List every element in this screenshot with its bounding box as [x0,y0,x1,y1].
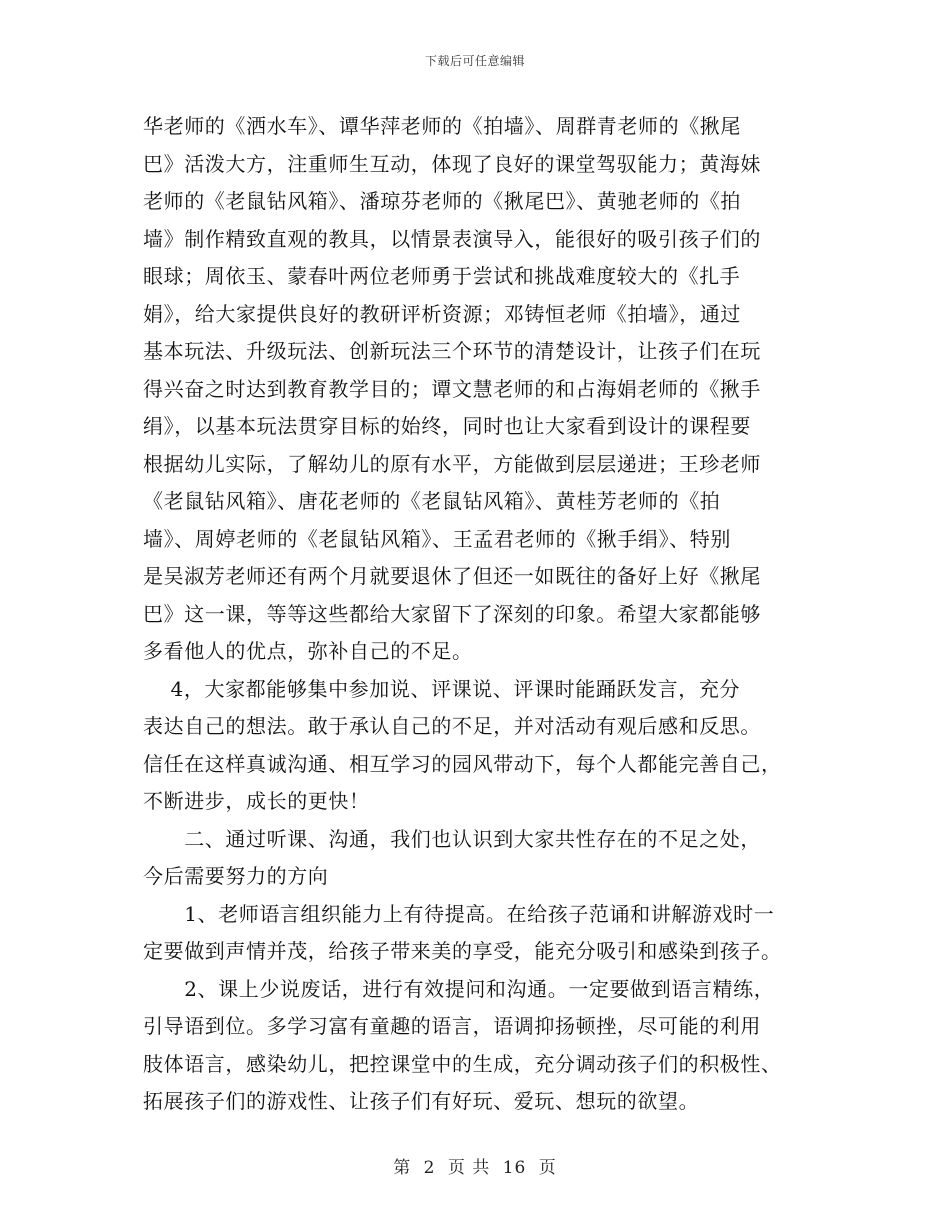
text-line: 4，大家都能够集中参加说、评课说、评课时能踊跃发言，充分 [143,676,741,701]
text-line: 墙》制作精致直观的教具，以情景表演导入，能很好的吸引孩子们的 [143,226,761,251]
text-line: 老师的《老鼠钻风箱》、潘琼芬老师的《揪尾巴》、黄驰老师的《拍 [143,189,741,213]
text-line: 绢》，以基本玩法贯穿目标的始终，同时也让大家看到设计的课程要 [143,414,751,438]
text-line: 华老师的《洒水车》、谭华萍老师的《拍墙》、周群青老师的《揪尾 [143,114,741,138]
text-line: 是吴淑芳老师还有两个月就要退休了但还一如既往的备好上好《揪尾 [143,564,761,588]
text-line: 《老鼠钻风箱》、唐花老师的《老鼠钻风箱》、黄桂芳老师的《拍 [143,489,721,513]
text-line: 引导语到位。多学习富有童趣的语言，语调抑扬顿挫，尽可能的利用 [143,1014,761,1038]
footer-total-pages: 16 [502,1158,527,1178]
text-line: 2、课上少说废话，进行有效提问和沟通。一定要做到语言精练， [143,976,775,1001]
text-line: 多看他人的优点，弥补自己的不足。 [143,639,473,663]
text-line: 定要做到声情并茂，给孩子带来美的享受，能充分吸引和感染到孩子。 [143,939,782,963]
text-line: 今后需要努力的方向 [143,864,329,888]
text-line: 眼球；周依玉、蒙春叶两位老师勇于尝试和挑战难度较大的《扎手 [143,264,741,288]
text-line: 信任在这样真诚沟通、相互学习的园风带动下，每个人都能完善自己， [143,751,782,776]
text-line: 肢体语言，感染幼儿，把控课堂中的生成，充分调动孩子们的积极性、 [143,1051,782,1076]
footer-middle: 页 共 [447,1158,491,1178]
body-text [143,108,803,1121]
page-footer [0,1153,950,1178]
text-line: 基本玩法、升级玩法、创新玩法三个环节的清楚设计，让孩子们在玩 [143,339,761,363]
text-line: 巴》活泼大方，注重师生互动，体现了良好的课堂驾驭能力；黄海妹 [143,151,761,176]
footer-page-number: 2 [423,1158,436,1178]
footer-suffix: 页 [538,1158,557,1178]
text-line: 根据幼儿实际，了解幼儿的原有水平，方能做到层层递进；王珍老师 [143,451,761,476]
text-line: 得兴奋之时达到教育教学目的；谭文慧老师的和占海娟老师的《揪手 [143,376,761,401]
text-line: 巴》这一课，等等这些都给大家留下了深刻的印象。希望大家都能够 [143,601,761,626]
footer-prefix: 第 [393,1158,412,1178]
text-line: 不断进步，成长的更快！ [143,789,370,813]
text-line: 二、通过听课、沟通，我们也认识到大家共性存在的不足之处， [143,826,761,851]
text-line: 娟》，给大家提供良好的教研评析资源；邓铸恒老师《拍墙》，通过 [143,301,741,326]
text-line: 1、老师语言组织能力上有待提高。在给孩子范诵和讲解游戏时一 [143,901,775,926]
text-line: 墙》、周婷老师的《老鼠钻风箱》、王孟君老师的《揪手绢》、特别 [143,526,731,551]
page-header: 下载后可任意编辑 [424,54,525,68]
text-line: 拓展孩子们的游戏性、让孩子们有好玩、爱玩、想玩的欲望。 [143,1089,700,1113]
text-line: 表达自己的想法。敢于承认自己的不足，并对活动有观后感和反思。 [143,714,761,738]
